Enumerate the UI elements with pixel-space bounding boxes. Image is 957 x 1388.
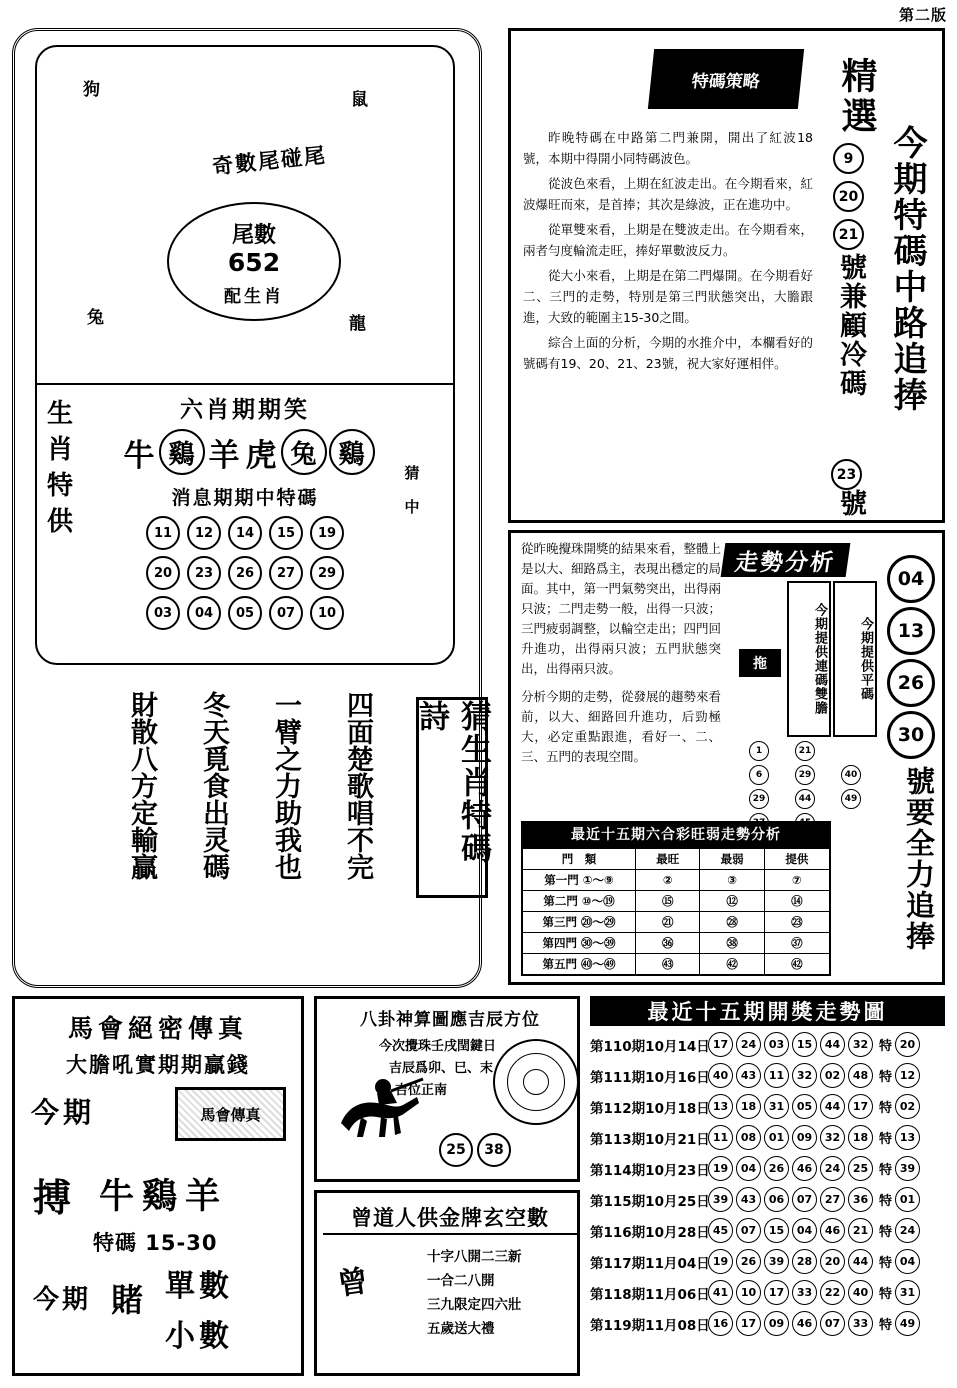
col-header-3: 提供 [764,848,830,870]
draw-number: 22 [820,1280,845,1305]
draw-number: 15 [792,1032,817,1057]
special-number: 20 [895,1032,920,1057]
trend-analysis-panel [508,530,945,985]
draw-label: 第111期10月16日 [590,1069,710,1086]
zodiac-1: 牛 [123,437,155,474]
zodiac-corner-1: 狗 [83,80,100,100]
draw-number: 41 [708,1280,733,1305]
six-zodiac-title: 六肖期期笑 [180,397,310,423]
trend-title: 走勢分析 [721,543,851,577]
draw-number: 17 [764,1280,789,1305]
tail-number: 652 [227,248,281,277]
tail-number-oval [167,202,341,321]
draw-number: 44 [848,1249,873,1274]
draw-number: 44 [820,1094,845,1119]
draw-number: 26 [764,1156,789,1181]
divider [35,383,455,385]
double-number-1: 21 [795,741,815,761]
draw-number: 04 [736,1156,761,1181]
draw-number: 13 [708,1094,733,1119]
special-code-strategy-panel [508,28,945,523]
ball: 15 [269,516,303,550]
flat-number-1: 40 [841,765,861,785]
signature-mark: 曾 [335,1263,371,1303]
cell: ㊷ [700,954,764,976]
paragraph: 昨晚特碼在中路第二門兼開，開出了紅波18號，本期中得開小同特碼波色。 [523,130,813,166]
draw-number: 05 [792,1094,817,1119]
heading-main: 今期特碼中路追捧 [887,125,927,413]
draw-number: 28 [792,1249,817,1274]
special-number: 04 [895,1249,920,1274]
draw-list [590,1032,945,1336]
special-label: 特 [879,1070,893,1085]
recent-draws-title: 最近十五期開獎走勢圖 [590,996,945,1026]
table-row [522,870,830,891]
verse-line: 三九限定四六壯 [427,1297,522,1313]
bagua-line-1: 今次攪珠壬戌閏鍵日 [379,1039,497,1054]
table-caption: 最近十五期六合彩旺弱走勢分析 [521,821,831,847]
cell: ㊲ [764,933,830,954]
double-number-3: 44 [795,789,815,809]
draw-number: 21 [848,1218,873,1243]
ball: 27 [269,556,303,590]
ball: 20 [146,556,180,590]
mid-text: 號兼顧冷碼 [835,253,866,398]
draw-number: 44 [820,1032,845,1057]
special-number: 49 [895,1311,920,1336]
draw-number: 02 [820,1063,845,1088]
draw-number: 32 [848,1032,873,1057]
vertical-label-left: 生 肖 特 供 [46,399,73,537]
guess-title-text: 猜生肖特碼詩 [413,700,491,865]
zengdaoren-title: 曾道人供金牌玄空數 [323,1201,577,1235]
secret-fax-panel [12,996,304,1376]
paragraph: 綜合上面的分析，今期的水推介中，本欄看好的號碼有19、20、21、23號，祝大家好運相伴。 [523,335,813,371]
trend-number-3: 26 [887,659,935,707]
draw-number: 43 [736,1063,761,1088]
draw-number: 06 [764,1187,789,1212]
cell: ③ [700,870,764,891]
tail-sub: 配生肖 [224,287,284,307]
cell: ㉓ [764,912,830,933]
zodiac-corner-4: 龍 [349,314,366,334]
special-number: 12 [895,1063,920,1088]
du-char: 賭 [111,1281,144,1319]
special-range: 特碼 15-30 [93,1231,218,1255]
draw-row [590,1156,945,1181]
poem-section [31,691,491,971]
draw-number: 24 [736,1032,761,1057]
draw-number: 07 [820,1311,845,1336]
draw-number: 39 [764,1249,789,1274]
draw-number: 11 [764,1063,789,1088]
cell: ㉘ [700,912,764,933]
cell: ⑭ [764,891,830,912]
fax-zodiacs: 牛鷄羊 [99,1177,229,1217]
special-label: 特 [879,1318,893,1333]
provide-box-2: 今期提供平碼 [833,581,877,737]
ball: 29 [310,556,344,590]
draw-label: 第117期11月04日 [590,1255,710,1272]
cell: ⑮ [636,891,700,912]
table-row [522,933,830,954]
cell: ㊱ [636,933,700,954]
zodiac-5: 兔 [281,429,327,475]
draw-number: 25 [848,1156,873,1181]
draw-number: 10 [736,1280,761,1305]
fax-subtitle: 大膽吼實期期贏錢 [66,1053,250,1077]
draw-number: 31 [764,1094,789,1119]
trend-tail-text: 號要全力追捧 [902,766,936,952]
special-label: 特 [879,1256,893,1271]
draw-label: 第113期10月21日 [590,1131,710,1148]
bagua-ball-1: 25 [439,1133,473,1167]
draw-number: 18 [736,1094,761,1119]
guess-title-box [413,697,491,898]
zodiac-corner-3: 兔 [87,308,104,328]
bagua-line-2: 吉辰爲卯、巳、末 [389,1061,494,1076]
draw-number: 40 [848,1280,873,1305]
cold-number: 23 [831,459,862,490]
draw-number: 16 [708,1311,733,1336]
ball: 26 [228,556,262,590]
poem-column-2: 一臂之力助我也 [270,691,301,880]
draw-number: 39 [708,1187,733,1212]
table-row [522,891,830,912]
draw-row [590,1187,945,1212]
draw-label: 第112期10月18日 [590,1100,710,1117]
verse-line: 十字八開二三新 [427,1249,522,1265]
special-number: 39 [895,1156,920,1181]
double-number-2: 29 [795,765,815,785]
cell: 第二門 ⑩～⑲ [522,891,636,912]
draw-number: 36 [848,1187,873,1212]
draw-number: 17 [736,1311,761,1336]
draw-row [590,1218,945,1243]
special-label: 特 [879,1132,893,1147]
cell: 第四門 ㉚～㊴ [522,933,636,954]
zodiac-row [63,429,433,475]
draw-row [590,1032,945,1057]
cell: 第一門 ①～⑨ [522,870,636,891]
draw-number: 09 [764,1311,789,1336]
recommend-number-1: 9 [833,143,864,174]
draw-label: 第119期11月08日 [590,1317,710,1334]
verse-line: 五歲送大禮 [427,1321,495,1337]
fax-title: 馬會絕密傳真 [67,1014,248,1043]
table-row [522,912,830,933]
cell: ㉑ [636,912,700,933]
special-number: 13 [895,1125,920,1150]
special-number: 01 [895,1187,920,1212]
tuo-number-3: 29 [749,789,769,809]
draw-number: 27 [820,1187,845,1212]
cell: ⑦ [764,870,830,891]
provide-box-1: 今期提供連碼雙膽 [787,581,831,737]
ball-row [105,596,385,630]
recent-draws-panel [590,996,945,1376]
draw-number: 46 [820,1218,845,1243]
trend-number-4: 30 [887,711,935,759]
poem-column-1: 四面楚歌唱不完 [342,691,373,880]
draw-number: 33 [848,1311,873,1336]
cell: ㊷ [764,954,830,976]
draw-number: 17 [848,1094,873,1119]
col-header-2: 最弱 [700,848,764,870]
ball: 23 [187,556,221,590]
draw-number: 04 [792,1218,817,1243]
special-number: 31 [895,1280,920,1305]
left-forecast-panel [12,28,491,988]
draw-number: 48 [848,1063,873,1088]
ball: 10 [310,596,344,630]
tail-text: 號 [835,489,866,516]
table-row [522,954,830,976]
draw-row [590,1311,945,1336]
draw-number: 43 [736,1187,761,1212]
ball: 14 [228,516,262,550]
trend-number-1: 04 [887,555,935,603]
trend-article [521,539,721,775]
special-label: 特 [879,1039,893,1054]
paragraph: 分析今期的走勢，從發展的趨勢來看前，以大、細路回升進功，后勁極大，必定重點跟進，看好一、二、三、五門的表現空間。 [521,689,722,764]
zengdaoren-panel [314,1190,580,1376]
poem-column-3: 冬天覓食出灵碼 [198,691,229,880]
ball: 04 [187,596,221,630]
draw-label: 第116期10月28日 [590,1224,710,1241]
bagua-ball-2: 38 [477,1133,511,1167]
draw-number: 15 [764,1218,789,1243]
zodiac-4: 虎 [245,437,277,474]
draw-number: 19 [708,1249,733,1274]
zodiac-2: 鷄 [159,429,205,475]
paragraph: 從單雙來看，上期是在雙波走出。在今期看來，兩者勻度輪流走旺，捧好單數波反力。 [523,222,813,258]
draw-label: 第115期10月25日 [590,1193,710,1210]
draw-number: 26 [736,1249,761,1274]
draw-number: 09 [792,1125,817,1150]
vertical-label-right: 猜 中 [404,464,420,516]
draw-number: 40 [708,1063,733,1088]
zodiac-corner-2: 鼠 [351,90,368,110]
cell: 第三門 ⑳～㉙ [522,912,636,933]
draw-number: 46 [792,1156,817,1181]
compass-icon [493,1039,579,1125]
this-issue-label-2: 今期 [33,1285,92,1315]
draw-row [590,1280,945,1305]
ball-row [105,556,385,590]
draw-number: 17 [708,1032,733,1057]
small-number-bet: 小數 [165,1319,233,1354]
zodiac-6: 鷄 [329,429,375,475]
poem-column-4: 財散八方定輸贏 [126,691,157,880]
draw-number: 11 [708,1125,733,1150]
draw-number: 01 [764,1125,789,1150]
verse-line: 一合二八開 [427,1273,495,1289]
cell: ㊳ [700,933,764,954]
recommend-number-2: 20 [833,181,864,212]
horse-rider-icon [331,1061,431,1141]
draw-number: 07 [792,1187,817,1212]
draw-label: 第110期10月14日 [590,1038,710,1055]
zodiac-3: 羊 [208,437,240,474]
cell: ⑫ [700,891,764,912]
cell: 第五門 ㊵～㊾ [522,954,636,976]
strength-weakness-table [521,821,831,976]
heading-jingxuan: 精選 [836,57,877,137]
seal-stamp: 馬會傳真 [175,1087,286,1141]
col-header-1: 最旺 [636,848,700,870]
cell: ㊸ [636,954,700,976]
draw-number: 32 [792,1063,817,1088]
draw-number: 46 [792,1311,817,1336]
draw-row [590,1125,945,1150]
bagua-title: 八卦神算圖應吉辰方位 [360,1010,540,1030]
special-number: 24 [895,1218,920,1243]
bo-char: 搏 [33,1176,72,1220]
tuo-number-1: 1 [749,741,769,761]
draw-number: 24 [820,1156,845,1181]
zengdaoren-verse [427,1245,522,1341]
draw-number: 32 [820,1125,845,1150]
draw-row [590,1094,945,1119]
bagua-line-3: 吉位正南 [395,1083,448,1098]
draw-row [590,1249,945,1274]
strategy-article [523,127,813,378]
draw-number: 33 [792,1280,817,1305]
ball-row [105,516,385,550]
trend-number-2: 13 [887,607,935,655]
special-label: 特 [879,1287,893,1302]
message-line: 消息期期中特碼 [171,487,319,509]
special-number: 02 [895,1094,920,1119]
ball: 03 [146,596,180,630]
special-label: 特 [879,1225,893,1240]
ball: 07 [269,596,303,630]
ball: 05 [228,596,262,630]
col-header-0: 門 類 [522,848,636,870]
number-ball-grid [105,516,385,636]
paragraph: 從大小來看，上期是在第二門爆開。在今期看好二、三門的走勢，特別是第三門狀態突出，大膽跟進，大致的範圍主15-30之間。 [523,268,813,325]
ball: 12 [187,516,221,550]
table-header-row [522,848,830,870]
flat-number-2: 49 [841,789,861,809]
special-label: 特 [879,1163,893,1178]
draw-number: 18 [848,1125,873,1150]
tuo-number-2: 6 [749,765,769,785]
draw-label: 第114期10月23日 [590,1162,710,1179]
draw-row [590,1063,945,1088]
recommend-number-3: 21 [833,219,864,250]
draw-number: 08 [736,1125,761,1150]
paragraph: 從波色來看，上期在紅波走出。在今期看來，紅波爆旺而來，是首捧；其次是綠波，正在進功中。 [523,176,813,212]
draw-label: 第118期11月06日 [590,1286,710,1303]
draw-number: 07 [736,1218,761,1243]
tail-label: 尾數 [231,223,276,248]
bagua-panel [314,996,580,1182]
ball: 19 [310,516,344,550]
edition-label: 第二版 [898,6,947,24]
draw-number: 20 [820,1249,845,1274]
tuo-badge: 拖 [739,649,781,677]
draw-number: 03 [764,1032,789,1057]
special-label: 特 [879,1101,893,1116]
special-label: 特 [879,1194,893,1209]
strategy-stamp: 特碼策略 [648,49,804,109]
paragraph: 從昨晚攪珠開獎的結果來看，整體上是以大、細路爲主，表現出穩定的局面。其中，第一門氣勢突出，出得兩只波；二門走勢一般，出得一只波；三門疲弱調整，以輪空走出；四門回升進功，出得兩只波；五門狀態突出，出得兩只波。 [521,541,722,676]
this-issue-label-1: 今期 [31,1096,96,1129]
ball: 11 [146,516,180,550]
odd-tail-title: 奇數尾碰尾 [211,143,329,179]
cell: ② [636,870,700,891]
draw-number: 19 [708,1156,733,1181]
odd-number-bet: 單數 [165,1269,233,1304]
draw-number: 45 [708,1218,733,1243]
